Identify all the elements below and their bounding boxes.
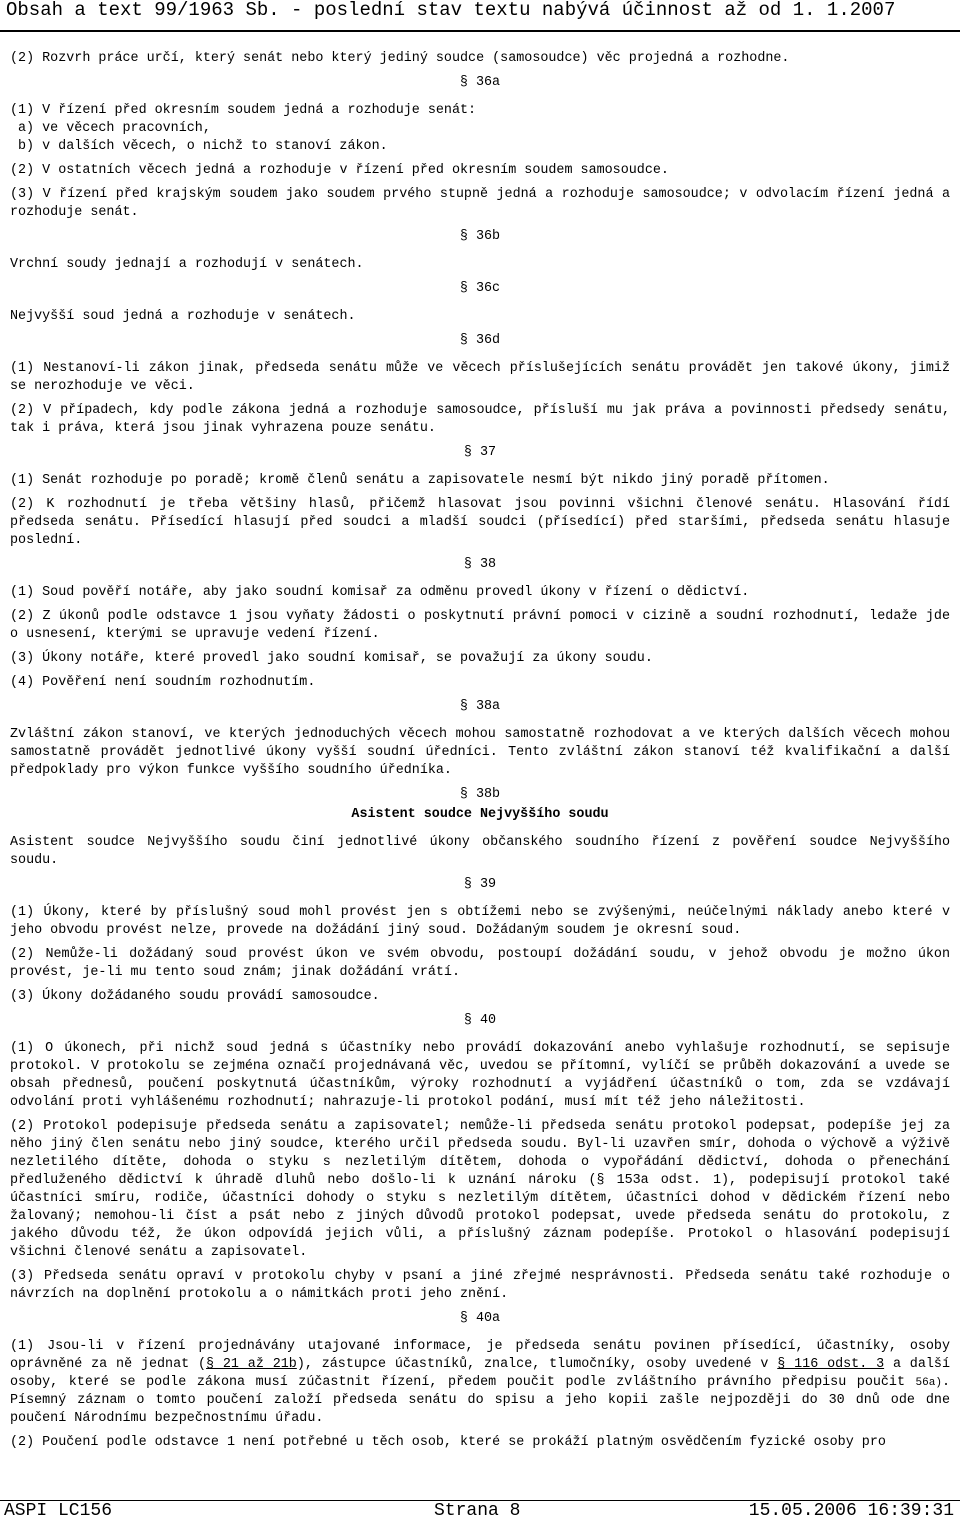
link-section-21-21b[interactable]: § 21 až 21b bbox=[206, 1357, 297, 1372]
footnote-ref-56a: 56a) bbox=[915, 1377, 942, 1389]
paragraph-40a-1-text-mid: ), zástupce účastníků, znalce, tlumočníky, osoby uvedené v bbox=[296, 1357, 778, 1372]
paragraph-36c: Nejvyšší soud jedná a rozhoduje v senátech. bbox=[10, 309, 356, 324]
section-heading-40: § 40 bbox=[463, 1013, 497, 1028]
paragraph-38b: Asistent soudce Nejvyššího soudu činí jednotlivé úkony občanského soudního řízení z pověření soudce Nejvyššího soudu. bbox=[10, 835, 950, 868]
paragraph-39-1: (1) Úkony, které by příslušný soud mohl provést jen s obtížemi nebo se zvýšenými, neúčelnými náklady anebo které v jeho obvodu provést nelze, provede na dožádání jiný soud. Dožádaným soudem je okresní soud. bbox=[10, 905, 950, 938]
paragraph-36a-3: (3) V řízení před krajským soudem jako soudem prvého stupně jedná a rozhoduje samosoudce; v odvolacím řízení jedná a rozhoduje senát. bbox=[10, 187, 950, 220]
paragraph-40-3: (3) Předseda senátu opraví v protokolu chyby v psaní a jiné zřejmé nesprávnosti. Předseda senátu také rozhoduje o návrzích na doplnění protokolu a o námitkách proti jeho znění. bbox=[10, 1269, 950, 1302]
paragraph-38-3: (3) Úkony notáře, které provedl jako soudní komisař, se považují za úkony soudu. bbox=[10, 651, 653, 666]
document-body bbox=[10, 50, 950, 1458]
paragraph-39-2: (2) Nemůže-li dožádaný soud provést úkon ve svém obvodu, postoupí dožádání soudu, v jehož obvodu je možno úkon provést, je-li mu tento soud znám; jinak dožádání vrátí. bbox=[10, 947, 950, 980]
page-footer bbox=[0, 1502, 960, 1521]
paragraph-40-2: (2) Protokol podepisuje předseda senátu a zapisovatel; nemůže-li předseda senátu protokol podepsat, podepíše jej za něho jiný člen senátu nebo jiný soudce, kterého určil předseda soudu. Byl-li uzavřen smír, dohoda o výchově a výživě nezletilého dítěte, dohoda o styku s nezletilým dítětem, dohoda o vypořádání dědictví, dohoda o přenechání předluženého dědictví k úhradě dluhů nebo došlo-li k uznání nároku (§ 153a odst. 1), podepisují protokol také účastníci smíru, rodiče, účastníci dohody o styku s nezletilým dítětem, účastníci dohod v dědickém řízení nebo žalovaný; nemohou-li číst a psát nebo z jiných důvodů protokol podepsat, uvede předseda senátu do protokolu, z jakého důvodu též, že úkon odpovídá jejich vůli, a příslušný záznam podepíše. Protokol o hlasování podepisují všichni členové senátu a zapisovatel. bbox=[10, 1119, 950, 1260]
section-heading-38: § 38 bbox=[463, 557, 497, 572]
section-heading-38a: § 38a bbox=[459, 699, 501, 714]
paragraph-40a-1-text-end: . Písemný záznam o tomto poučení založí předseda senátu do spisu a jeho kopii zašle nejpozději do 30 dnů ode dne poučení Národnímu bezpečnostnímu úřadu. bbox=[10, 1375, 950, 1426]
paragraph-40a-1 bbox=[10, 1338, 950, 1428]
paragraph-36d-2: (2) V případech, kdy podle zákona jedná a rozhoduje samosoudce, přísluší mu jak práva a povinnosti předsedy senátu, tak i práva, která jsou jinak vyhrazena pouze senátu. bbox=[10, 403, 950, 436]
footer-source: ASPI LC156 bbox=[4, 1501, 113, 1521]
paragraph-36d-1: (1) Nestanoví-li zákon jinak, předseda senátu může ve věcech příslušejících senátu provádět jen takové úkony, jimiž se nerozhoduje ve věci. bbox=[10, 361, 950, 394]
paragraph-38-4: (4) Pověření není soudním rozhodnutím. bbox=[10, 675, 316, 690]
list-item-36a-1b: b) v dalších věcech, o nichž to stanoví zákon. bbox=[18, 139, 388, 154]
section-heading-40a: § 40a bbox=[459, 1311, 501, 1326]
paragraph-38-2: (2) Z úkonů podle odstavce 1 jsou vyňaty žádosti o poskytnutí právní pomoci v cizině a soudní rozhodnutí, ledaže jde o usnesení, kterými se upravuje vedení řízení. bbox=[10, 609, 950, 642]
paragraph-40a-1-text-start: (1) Jsou-li v řízení projednávány utajované informace, je předseda senátu povinen přísedící, účastníky, osoby oprávněné za ně jednat ( bbox=[10, 1339, 950, 1372]
section-heading-38b: § 38b bbox=[459, 787, 501, 802]
footer-page-number: Strana 8 bbox=[434, 1501, 521, 1521]
paragraph-36a-2: (2) V ostatních věcech jedná a rozhoduje v řízení před okresním soudem samosoudce. bbox=[10, 163, 669, 178]
paragraph-37-2: (2) K rozhodnutí je třeba většiny hlasů, přičemž hlasovat jsou povinni všichni členové senátu. Hlasování řídí předseda senátu. Přísedící hlasují před soudci a mladší soudci (přísedící) před staršími, předseda senátu hlasuje poslední. bbox=[10, 497, 950, 548]
section-heading-36d: § 36d bbox=[459, 333, 501, 348]
paragraph-37-1: (1) Senát rozhoduje po poradě; kromě členů senátu a zapisovatele nesmí být nikdo jiný poradě přítomen. bbox=[10, 473, 830, 488]
section-heading-39: § 39 bbox=[463, 877, 497, 892]
footer-timestamp: 15.05.2006 16:39:31 bbox=[748, 1501, 954, 1521]
paragraph-36a-1: (1) V řízení před okresním soudem jedná a rozhoduje senát: bbox=[10, 103, 477, 118]
page-header bbox=[0, 0, 960, 30]
paragraph-40a-1-text-mid2: a další osoby, které se podle zákona musí zúčastnit řízení, předem poučit podle zvláštního právního předpisu poučit bbox=[10, 1357, 950, 1390]
paragraph-38a: Zvláštní zákon stanoví, ve kterých jednoduchých věcech mohou samostatně rozhodovat a ve kterých dalších věcech mohou samostatně provádět jednotlivé úkony vyšší soudní úředníci. Tento zvláštní zákon stanoví též kvalifikační a další předpoklady pro výkon funkce vyššího soudního úředníka. bbox=[10, 727, 950, 778]
section-heading-36b: § 36b bbox=[459, 229, 501, 244]
paragraph-40-1: (1) O úkonech, při nichž soud jedná s účastníky nebo provádí dokazování anebo vyhlašuje rozhodnutí, se sepisuje protokol. V protokolu se zejména označí projednávaná věc, uvedou se přítomní, vylíčí se průběh dokazování a uvede se obsah přednesů, poučení poskytnutá účastníkům, výroky rozhodnutí a vyjádření účastníků o tom, zda se vzdávají odvolání proti vyhlášenému rozhodnutí; nahrazuje-li protokol podání, musí mít též jeho náležitosti. bbox=[10, 1041, 950, 1110]
paragraph-36b: Vrchní soudy jednají a rozhodují v senátech. bbox=[10, 257, 364, 272]
header-divider bbox=[0, 30, 960, 32]
paragraph-40a-2: (2) Poučení podle odstavce 1 není potřebné u těch osob, které se prokáží platným osvědčením fyzické osoby pro bbox=[10, 1435, 886, 1450]
link-section-116-3[interactable]: § 116 odst. 3 bbox=[777, 1357, 885, 1372]
list-item-36a-1a: a) ve věcech pracovních, bbox=[18, 121, 211, 136]
document-title: Obsah a text 99/1963 Sb. - poslední stav textu nabývá účinnost až od 1. 1.2007 bbox=[6, 0, 896, 21]
section-heading-36a: § 36a bbox=[459, 75, 501, 90]
paragraph-38-1: (1) Soud pověří notáře, aby jako soudní komisař za odměnu provedl úkony v řízení o dědictví. bbox=[10, 585, 750, 600]
paragraph-36-2: (2) Rozvrh práce určí, který senát nebo který jediný soudce (samosoudce) věc projedná a rozhodne. bbox=[10, 51, 790, 66]
section-heading-37: § 37 bbox=[463, 445, 497, 460]
paragraph-39-3: (3) Úkony dožádaného soudu provádí samosoudce. bbox=[10, 989, 380, 1004]
section-heading-36c: § 36c bbox=[459, 281, 501, 296]
section-title-38b: Asistent soudce Nejvyššího soudu bbox=[351, 807, 609, 822]
